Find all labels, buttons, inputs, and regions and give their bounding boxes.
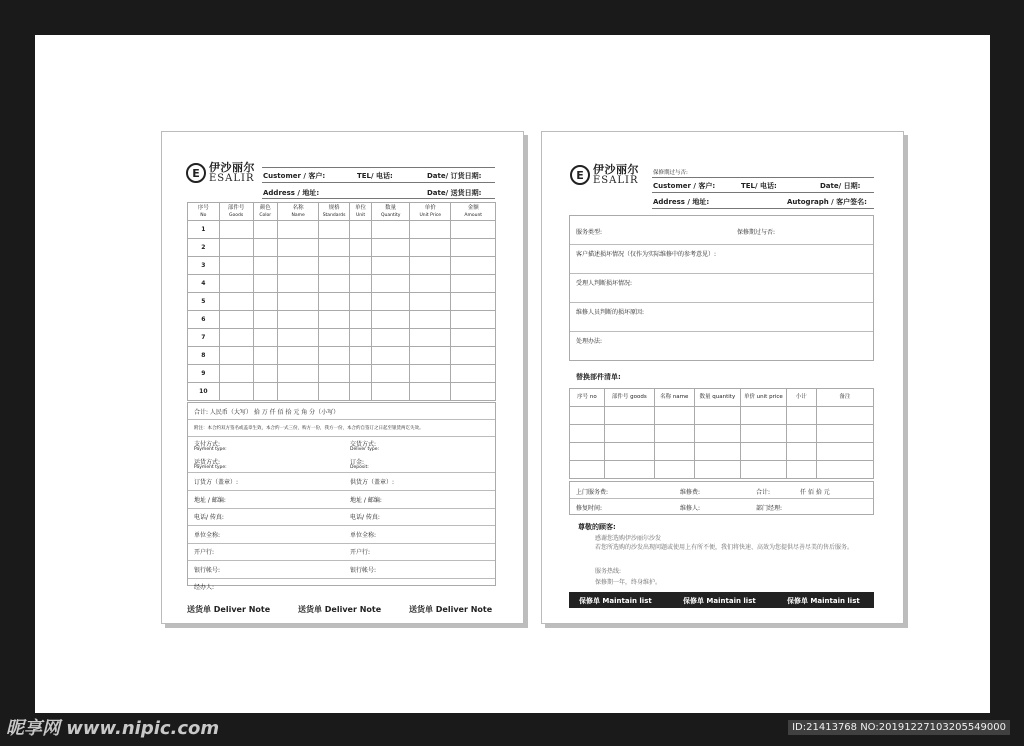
table-cell (410, 329, 451, 347)
column-header-cn: 数量 (385, 204, 397, 211)
table-row (188, 347, 496, 365)
warranty-period-text: 保修期一年，终身维护。 (595, 579, 662, 586)
table-cell (654, 425, 694, 443)
table-cell (349, 311, 371, 329)
table-cell (372, 221, 410, 239)
table-cell (349, 257, 371, 275)
table-cell (740, 443, 786, 461)
row-number: 5 (188, 293, 220, 311)
table-row (570, 443, 874, 461)
table-cell (372, 383, 410, 401)
column-header (319, 203, 350, 221)
table-cell (319, 293, 350, 311)
table-cell (570, 407, 605, 425)
table-cell (410, 365, 451, 383)
row-number: 7 (188, 329, 220, 347)
table-cell (451, 275, 496, 293)
column-header-en: Standards (322, 212, 346, 218)
table-cell (451, 257, 496, 275)
delivery-date-label: Date/ 送货日期: (427, 189, 482, 197)
table-row (188, 257, 496, 275)
party-field-label: 单位全称: (350, 531, 377, 539)
repairer-judge-label: 维修人员判断的损坏原因: (576, 309, 645, 316)
repair-fee-label: 维修费: (680, 489, 701, 496)
table-cell (372, 329, 410, 347)
table-cell (319, 347, 350, 365)
table-cell (349, 275, 371, 293)
table-cell (372, 239, 410, 257)
party-field-label: 开户行: (194, 549, 215, 556)
party-field-label: 单位全称: (194, 531, 221, 539)
table-cell (219, 329, 253, 347)
autograph-label: Autograph / 客户签名: (787, 198, 867, 206)
table-cell (277, 311, 318, 329)
table-row (188, 239, 496, 257)
column-header-cn: 规格 (328, 204, 340, 211)
table-cell (740, 407, 786, 425)
column-header (219, 203, 253, 221)
table-row (570, 425, 874, 443)
table-cell (410, 221, 451, 239)
table-cell (253, 347, 277, 365)
table-cell (786, 461, 816, 479)
table-cell (349, 221, 371, 239)
header-rule (262, 167, 495, 168)
maintain-list-sheet (541, 131, 904, 624)
deposit-en: Deposit: (350, 465, 369, 470)
footer-deliver-note: 送货单 Deliver Note (298, 605, 382, 614)
table-cell (219, 221, 253, 239)
payment-en: Payment type: (194, 447, 227, 452)
table-cell (604, 407, 654, 425)
table-cell (219, 365, 253, 383)
watermark-brand: 昵享网 www.nipic.com (6, 718, 220, 739)
warranty-label: 保修期过与否: (737, 229, 776, 236)
column-header (410, 203, 451, 221)
table-row (188, 293, 496, 311)
table-cell (694, 461, 740, 479)
greeting-text: 尊敬的顾客: (578, 523, 616, 531)
sum-label: 合计: (756, 489, 771, 496)
column-header: 部件号 goods (604, 389, 654, 407)
table-row (570, 407, 874, 425)
column-header (372, 203, 410, 221)
table-cell (319, 221, 350, 239)
table-cell (372, 275, 410, 293)
table-cell (319, 257, 350, 275)
column-header-en: Quantity (380, 212, 401, 218)
table-row (188, 383, 496, 401)
column-header-en: Unit Price (419, 212, 442, 218)
table-cell (277, 347, 318, 365)
table-cell (219, 257, 253, 275)
table-cell (319, 239, 350, 257)
header-rule (262, 182, 495, 183)
transport-en: Payment type: (194, 465, 227, 470)
table-cell (451, 311, 496, 329)
table-cell (740, 461, 786, 479)
handling-label: 处理办法: (576, 338, 603, 345)
column-header: 序号 no (570, 389, 605, 407)
table-cell (349, 383, 371, 401)
table-row (188, 275, 496, 293)
table-cell (219, 311, 253, 329)
tel-label: TEL/ 电话: (741, 182, 777, 190)
table-cell (451, 221, 496, 239)
logo-mark-icon: E (186, 163, 206, 183)
table-cell (694, 407, 740, 425)
table-cell (349, 365, 371, 383)
column-header-cn: 单位 (355, 204, 367, 211)
party-field-label: 经办人: (194, 584, 215, 591)
column-header (349, 203, 371, 221)
table-cell (410, 347, 451, 365)
party-field-label: 地址 / 邮编: (350, 496, 382, 504)
table-cell (349, 347, 371, 365)
column-header-en: Amount (464, 212, 483, 218)
table-cell (349, 293, 371, 311)
note-text: 附注：本合约双方签名或盖章生效，本合约一式三份，购方一份，我方一份，本合约自签订之日起至银货两讫失效。 (194, 426, 424, 431)
service-type-label: 服务类型: (576, 229, 603, 236)
row-number: 2 (188, 239, 220, 257)
table-cell (410, 275, 451, 293)
table-cell (816, 461, 873, 479)
table-row (188, 329, 496, 347)
table-cell (277, 365, 318, 383)
table-cell (277, 293, 318, 311)
header-rule (652, 177, 874, 178)
table-cell (219, 275, 253, 293)
logo-cn: 伊沙丽尔 (593, 163, 639, 176)
table-cell (410, 311, 451, 329)
column-header (253, 203, 277, 221)
tel-label: TEL/ 电话: (357, 172, 393, 180)
watermark-id: ID:21413768 NO:20191227103205549000 (788, 720, 1010, 735)
table-cell (786, 425, 816, 443)
table-cell (253, 257, 277, 275)
deliver-note-sheet (161, 131, 524, 624)
party-field-label: 电话/ 传真: (350, 514, 380, 521)
column-header-cn: 序号 (197, 204, 209, 211)
table-cell (319, 329, 350, 347)
footer-maintain-list: 保修单 Maintain list (787, 597, 860, 605)
table-row (188, 311, 496, 329)
brand-logo (570, 164, 639, 186)
header-rule (262, 198, 495, 199)
table-cell (816, 407, 873, 425)
table-cell (451, 329, 496, 347)
payment-label: 支付方式: (194, 441, 221, 448)
header-rule (652, 208, 874, 209)
header-rule (652, 192, 874, 193)
column-header (277, 203, 318, 221)
customer-label: Customer / 客户: (653, 182, 716, 190)
column-header-en: Unit (355, 212, 366, 218)
table-row (188, 365, 496, 383)
parts-title: 替换部件清单: (576, 373, 621, 381)
date-label: Date/ 日期: (820, 182, 861, 190)
table-cell (604, 425, 654, 443)
table-cell (319, 311, 350, 329)
table-cell (277, 275, 318, 293)
column-header: 名称 name (654, 389, 694, 407)
service-body-text: 若您所选购的沙发出现问题或使用上有所不便，我们将快速、高效为您提供尽善尽美的售后服务。 (595, 544, 854, 551)
deposit-label: 订金: (350, 459, 365, 466)
table-cell (654, 461, 694, 479)
table-cell (253, 383, 277, 401)
column-header: 小计 (786, 389, 816, 407)
table-cell (349, 329, 371, 347)
table-cell (816, 425, 873, 443)
table-cell (277, 329, 318, 347)
table-cell (786, 443, 816, 461)
parts-table (569, 388, 874, 479)
party-field-label: 开户行: (350, 549, 371, 556)
column-header: 单价 unit price (740, 389, 786, 407)
table-cell (349, 239, 371, 257)
manager-label: 部门经理: (756, 505, 783, 512)
table-cell (319, 383, 350, 401)
repair-time-label: 修复时间: (576, 505, 603, 512)
column-header: 数量 quantity (694, 389, 740, 407)
table-cell (654, 407, 694, 425)
row-number: 8 (188, 347, 220, 365)
column-header-cn: 金额 (467, 204, 479, 211)
column-header-cn: 名称 (292, 204, 304, 211)
table-cell (277, 239, 318, 257)
table-cell (277, 257, 318, 275)
table-cell (372, 257, 410, 275)
logo-en: ESALIR (209, 173, 255, 184)
row-number: 3 (188, 257, 220, 275)
hotline-label: 服务热线: (595, 568, 622, 575)
table-cell (253, 311, 277, 329)
column-header-en: Name (291, 212, 305, 218)
logo-mark-icon: E (570, 165, 590, 185)
table-cell (219, 347, 253, 365)
party-field-label: 订货方（盖章）: (194, 479, 239, 486)
receiver-judge-label: 受理人判断损坏情况: (576, 280, 633, 287)
table-header-row (570, 389, 874, 407)
table-cell (219, 239, 253, 257)
repairer-label: 维修人: (680, 505, 701, 512)
table-cell (319, 365, 350, 383)
logo-en: ESALIR (593, 175, 639, 186)
terms-box (187, 402, 496, 591)
transport-label: 运货方式: (194, 459, 221, 466)
total-label: 合计: 人民币（大写） 拾 万 仟 佰 拾 元 角 分（小写） (194, 409, 340, 416)
warranty-top-label: 保修期过与否: (653, 170, 688, 176)
customer-label: Customer / 客户: (263, 172, 326, 180)
order-date-label: Date/ 订货日期: (427, 172, 482, 180)
logo-cn: 伊沙丽尔 (209, 161, 255, 174)
table-cell (451, 293, 496, 311)
table-cell (219, 383, 253, 401)
table-cell (604, 443, 654, 461)
table-cell (253, 239, 277, 257)
column-header-cn: 单价 (424, 204, 436, 211)
table-cell (372, 293, 410, 311)
table-row (570, 461, 874, 479)
table-cell (451, 239, 496, 257)
row-number: 1 (188, 221, 220, 239)
deliver-type-en: Deliver type: (350, 447, 380, 452)
brand-logo (186, 162, 255, 184)
party-field-label: 供货方（盖章）: (350, 479, 395, 486)
column-header: 备注 (816, 389, 873, 407)
fee-box (569, 481, 874, 515)
party-field-label: 银行帐号: (350, 566, 377, 574)
goods-table (187, 202, 496, 401)
table-cell (253, 365, 277, 383)
party-field-label: 电话/ 传真: (194, 514, 224, 521)
table-cell (654, 443, 694, 461)
column-header-en: No (200, 212, 207, 218)
table-cell (319, 275, 350, 293)
table-cell (372, 347, 410, 365)
table-cell (570, 443, 605, 461)
table-cell (253, 275, 277, 293)
table-cell (451, 383, 496, 401)
footer-maintain-list: 保修单 Maintain list (683, 597, 756, 605)
column-header-cn: 颜色 (259, 204, 271, 211)
row-number: 9 (188, 365, 220, 383)
table-row (188, 221, 496, 239)
row-number: 10 (188, 383, 220, 401)
table-cell (372, 365, 410, 383)
row-number: 6 (188, 311, 220, 329)
table-cell (410, 239, 451, 257)
table-cell (816, 443, 873, 461)
service-box (569, 215, 874, 361)
party-field-label: 地址 / 邮编: (194, 496, 226, 504)
table-cell (694, 425, 740, 443)
table-cell (604, 461, 654, 479)
maintain-footer-bar (569, 592, 874, 608)
party-field-label: 银行帐号: (194, 566, 221, 574)
table-cell (694, 443, 740, 461)
column-header-en: Color (259, 212, 272, 218)
table-cell (253, 221, 277, 239)
footer-maintain-list: 保修单 Maintain list (579, 597, 652, 605)
table-cell (570, 425, 605, 443)
column-header-en: Goods (229, 212, 244, 218)
sum-units: 仟 佰 拾 元 (800, 489, 830, 496)
customer-desc-label: 客户描述损坏情况（仅作为实际维修中的参考意见）: (576, 251, 717, 258)
table-cell (451, 365, 496, 383)
table-cell (451, 347, 496, 365)
table-cell (570, 461, 605, 479)
table-cell (253, 293, 277, 311)
footer-deliver-note: 送货单 Deliver Note (409, 605, 493, 614)
onsite-fee-label: 上门服务费: (576, 489, 609, 496)
address-label: Address / 地址: (653, 198, 710, 206)
table-cell (219, 293, 253, 311)
table-cell (277, 383, 318, 401)
table-cell (277, 221, 318, 239)
table-cell (253, 329, 277, 347)
column-header (188, 203, 220, 221)
column-header (451, 203, 496, 221)
deliver-type-label: 交货方式: (350, 441, 377, 448)
row-number: 4 (188, 275, 220, 293)
table-cell (786, 407, 816, 425)
address-label: Address / 地址: (263, 189, 320, 197)
table-header-row (188, 203, 496, 221)
footer-deliver-note: 送货单 Deliver Note (187, 605, 271, 614)
table-cell (410, 257, 451, 275)
table-cell (410, 383, 451, 401)
thanks-text: 感谢您选购伊沙丽尔沙发 (595, 535, 662, 542)
table-cell (410, 293, 451, 311)
table-cell (740, 425, 786, 443)
column-header-cn: 部件号 (227, 204, 245, 211)
table-cell (372, 311, 410, 329)
